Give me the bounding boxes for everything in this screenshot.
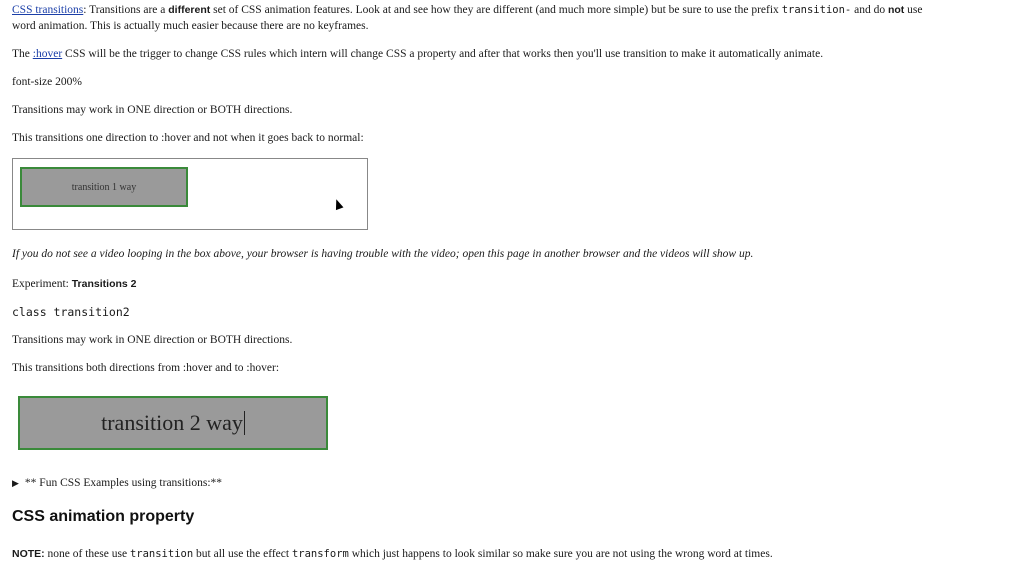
directions-paragraph-1: Transitions may work in ONE direction or BOTH directions.	[12, 104, 293, 116]
experiment-line	[12, 276, 137, 292]
section-heading: CSS animation property	[12, 508, 195, 525]
note-code-transform: transform	[291, 548, 349, 560]
intro-text-c: and do	[851, 4, 888, 16]
both-directions-paragraph: This transitions both directions from :hover and to :hover:	[12, 362, 280, 374]
intro-bold-not: not	[887, 4, 905, 16]
intro-code-transition: transition-	[781, 4, 852, 16]
css-transitions-link[interactable]: CSS transitions	[12, 4, 84, 16]
text-caret	[244, 411, 245, 435]
note-code-transition: transition	[129, 548, 194, 560]
class-name-code: class transition2	[12, 305, 130, 319]
directions-paragraph-2: Transitions may work in ONE direction or BOTH directions.	[12, 334, 293, 346]
experiment-prefix: Experiment:	[12, 278, 72, 290]
intro-bold-different: different	[168, 4, 211, 16]
intro-text-a: : Transitions are a	[83, 4, 169, 16]
transition-1-demo-box	[12, 158, 368, 230]
hover-text-a: The	[12, 48, 33, 60]
video-note: If you do not see a video looping in the box above, your browser is having trouble with the video; open this page in another browser and the videos will show up.	[12, 248, 754, 260]
hover-paragraph	[12, 46, 823, 62]
transition-1-way-button[interactable]: transition 1 way	[20, 167, 188, 207]
experiment-name: Transitions 2	[71, 278, 137, 290]
hover-link[interactable]: :hover	[32, 48, 63, 60]
one-direction-paragraph: This transitions one direction to :hover and not when it goes back to normal:	[12, 132, 364, 144]
intro-text-d: use	[904, 4, 923, 16]
note-text-c: which just happens to look similar so make sure you are not using the wrong word at times.	[348, 548, 773, 560]
intro-text-b: set of CSS animation features. Look at and see how they are different (and much more simple) but be sure to use the prefix	[210, 4, 782, 16]
note-text-b: but all use the effect	[193, 548, 292, 560]
note-paragraph	[12, 546, 773, 562]
transition-2-label: transition 2 way	[101, 410, 243, 435]
transition-2-way-button[interactable]	[18, 396, 328, 450]
note-label: NOTE:	[12, 548, 45, 560]
disclosure-triangle-icon[interactable]: ▶	[12, 478, 19, 488]
intro-paragraph	[12, 2, 923, 18]
font-size-note: font-size 200%	[12, 76, 82, 88]
intro-line-2: word animation. This is actually much easier because there are no keyframes.	[12, 20, 369, 32]
hover-text-b: CSS will be the trigger to change CSS rules which intern will change CSS a property and after that works then you'll use transition to make it automatically animate.	[62, 48, 824, 60]
details-summary[interactable]	[12, 475, 222, 491]
note-text-a: none of these use	[44, 548, 130, 560]
details-summary-text: ** Fun CSS Examples using transitions:**	[24, 477, 223, 489]
